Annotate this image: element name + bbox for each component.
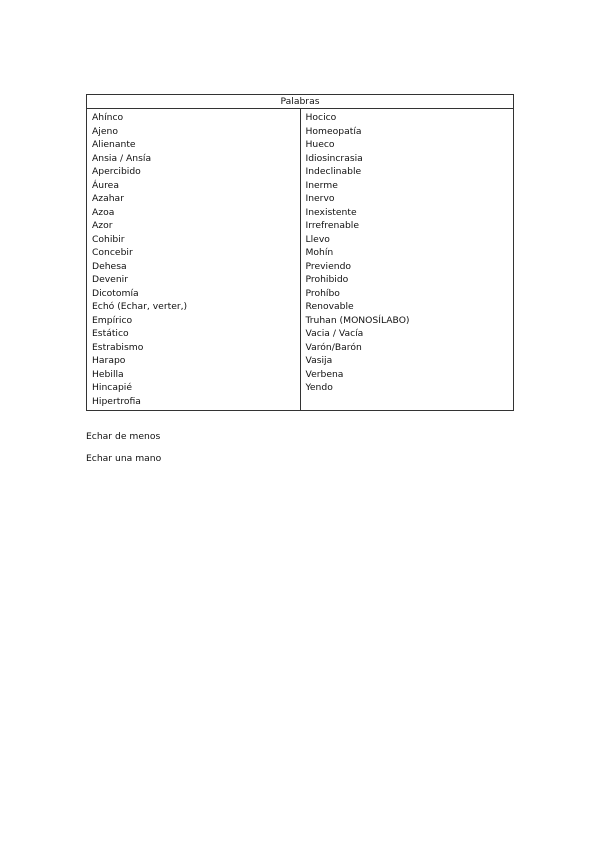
left-word-column xyxy=(87,109,301,411)
word-item: Alienante xyxy=(92,139,136,150)
word-item: Indeclinable xyxy=(305,166,362,177)
word-item: Hebilla xyxy=(92,368,124,380)
word-item: Mohín xyxy=(305,247,334,258)
word-item: Cohibir xyxy=(92,233,125,245)
word-item: Azoa xyxy=(92,206,115,218)
right-word-column xyxy=(300,109,514,411)
word-item: Varón/Barón xyxy=(305,341,362,353)
word-item: Truhan (MONOSÍLABO) xyxy=(305,314,410,326)
word-item: Echó (Echar, verter,) xyxy=(92,301,188,312)
word-item: Yendo xyxy=(305,382,333,393)
word-item: Hocico xyxy=(305,112,337,123)
word-item: Inexistente xyxy=(305,206,357,218)
word-item: Hipertrofia xyxy=(92,395,141,407)
word-item: Dicotomía xyxy=(92,287,139,299)
word-item: Apercibido xyxy=(92,166,141,177)
word-item: Azor xyxy=(92,220,113,231)
word-item: Vasija xyxy=(305,355,333,366)
word-item: Prohibido xyxy=(305,274,349,285)
word-item: Homeopatía xyxy=(305,125,362,137)
word-item: Inerme xyxy=(305,179,338,191)
word-item: Ansia / Ansía xyxy=(92,152,152,164)
word-item: Dehesa xyxy=(92,260,127,272)
word-item: Prohíbo xyxy=(305,287,340,299)
word-item: Áurea xyxy=(92,179,119,191)
word-item: Estrabismo xyxy=(92,341,144,353)
word-item: Harapo xyxy=(92,355,126,366)
word-item: Irrefrenable xyxy=(305,220,360,231)
word-item: Devenir xyxy=(92,274,128,285)
word-item: Verbena xyxy=(305,368,344,380)
word-item: Hincapié xyxy=(92,382,133,393)
word-item: Empírico xyxy=(92,314,133,326)
word-item: Estático xyxy=(92,328,129,339)
note-echar-de-menos: Echar de menos xyxy=(86,431,161,442)
table-header: Palabras xyxy=(87,95,514,109)
word-item: Ahínco xyxy=(92,112,124,123)
words-table xyxy=(86,94,514,411)
word-item: Ajeno xyxy=(92,125,118,137)
word-item: Renovable xyxy=(305,301,354,312)
word-item: Llevo xyxy=(305,233,330,245)
word-item: Inervo xyxy=(305,193,335,204)
word-item: Idiosincrasia xyxy=(305,152,363,164)
note-echar-una-mano: Echar una mano xyxy=(86,453,162,464)
word-item: Vacia / Vacía xyxy=(305,328,364,339)
word-item: Previendo xyxy=(305,260,352,272)
word-item: Azahar xyxy=(92,193,124,204)
word-item: Concebir xyxy=(92,247,133,258)
word-item: Hueco xyxy=(305,139,335,150)
